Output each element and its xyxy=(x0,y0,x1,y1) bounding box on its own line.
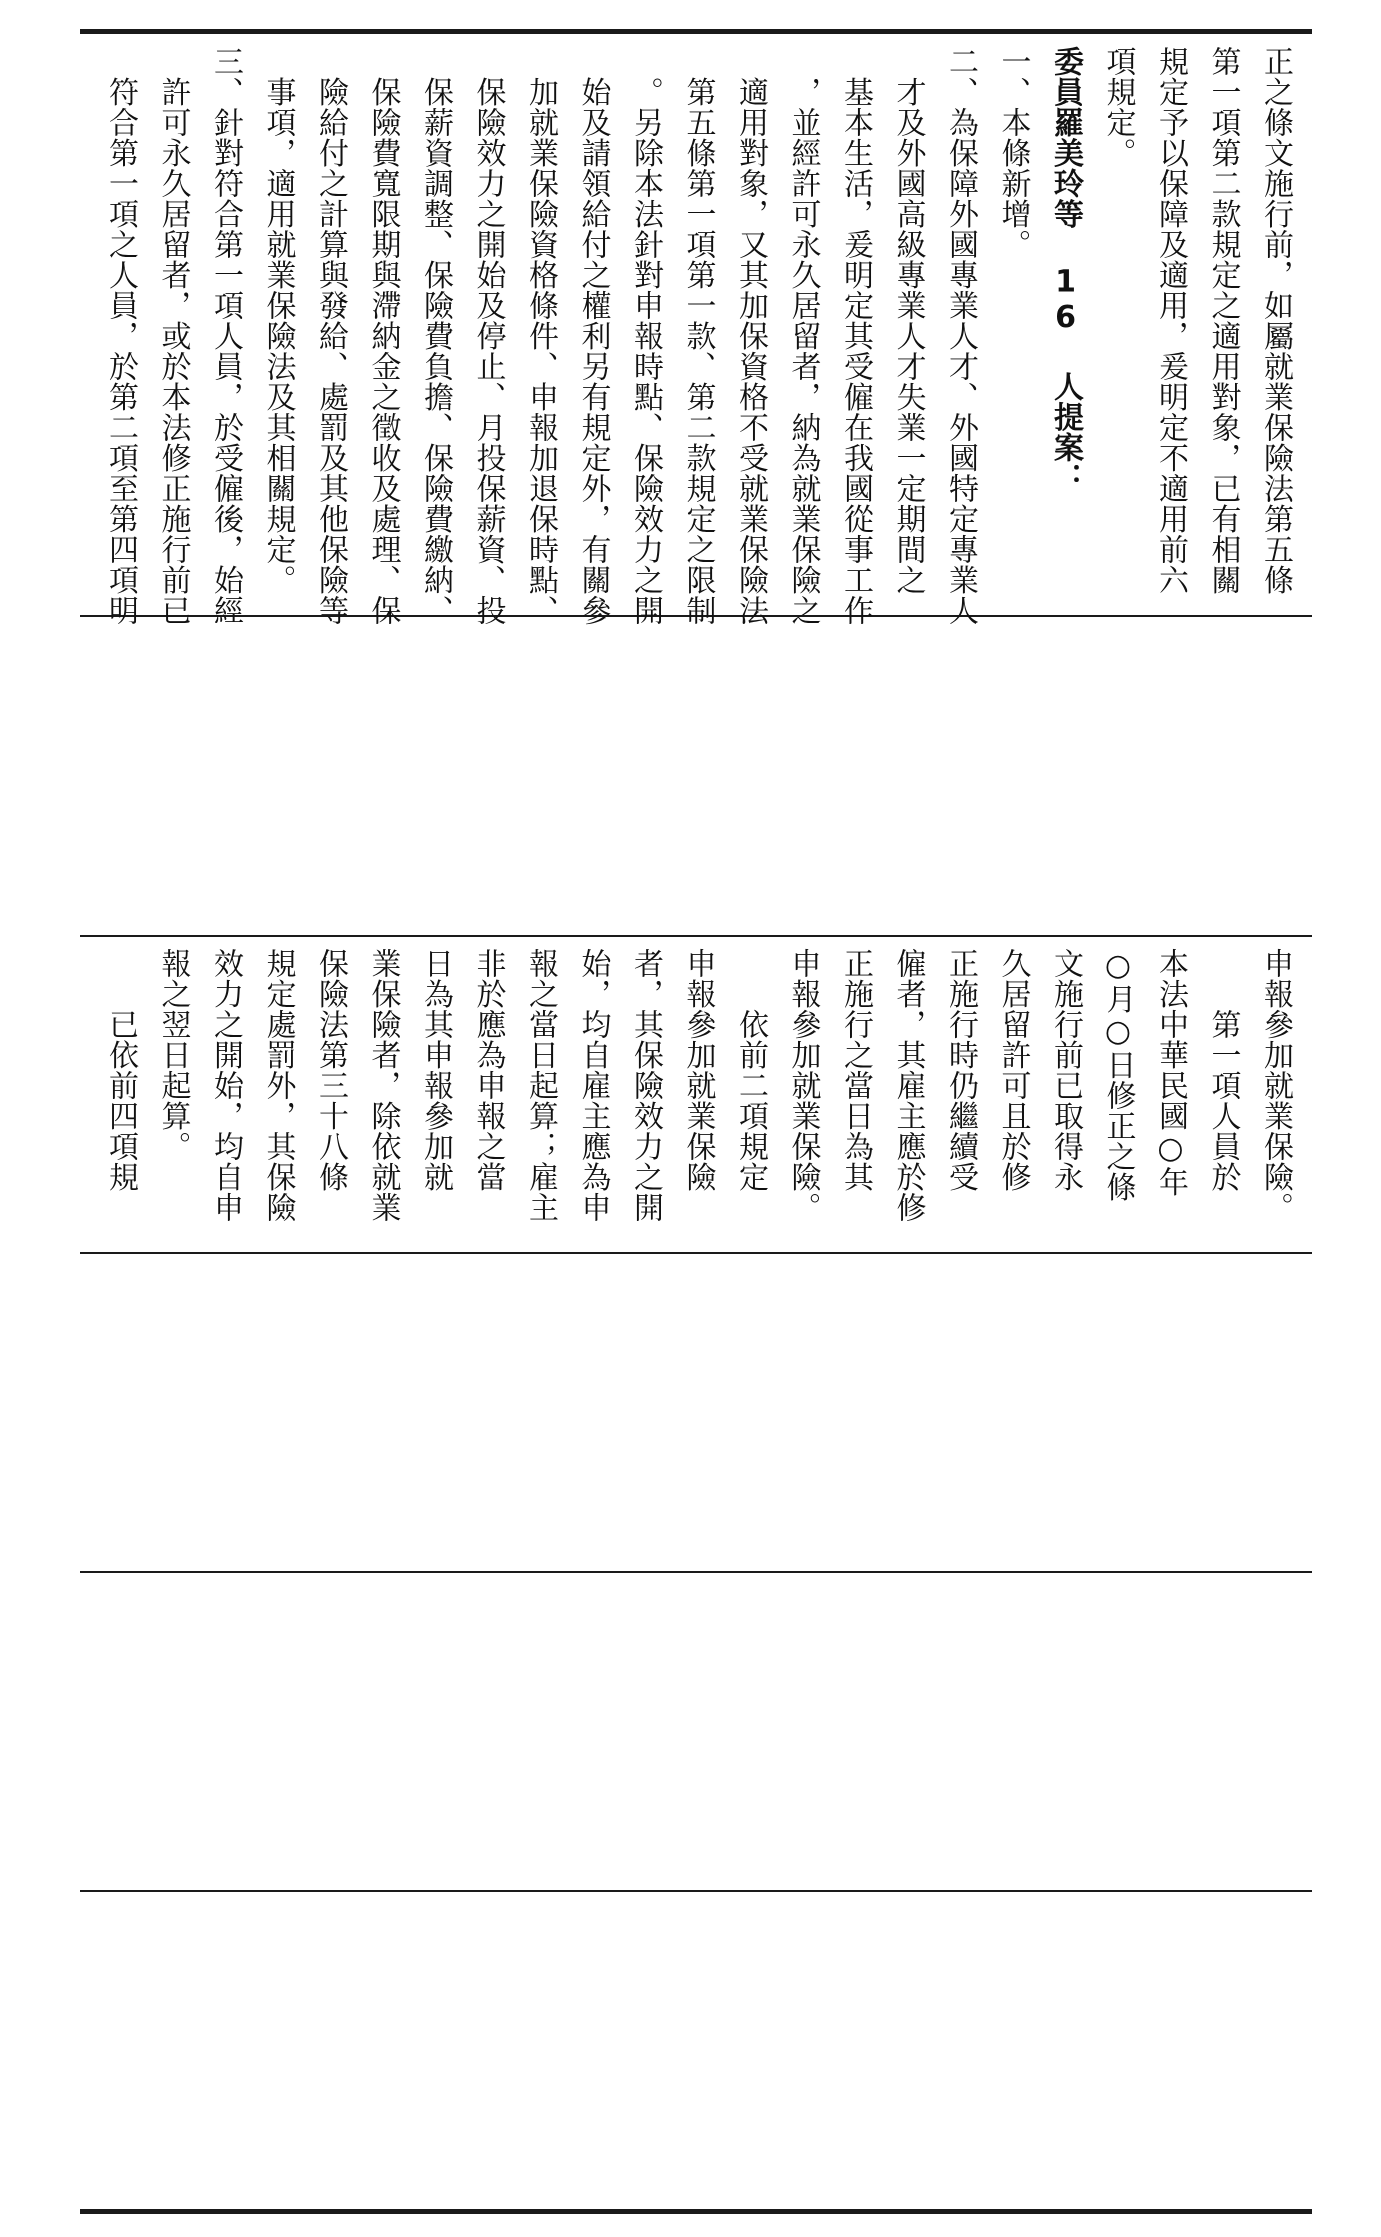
text-column: 規定處罰外，其保險 xyxy=(260,948,296,1223)
text-column: 加就業保險資格條件、申報加退保時點、 xyxy=(523,46,558,626)
text-column: 僱者，其雇主應於修 xyxy=(890,948,926,1223)
text-column: 。另除本法針對申報時點、保險效力之開 xyxy=(628,46,663,626)
text-column: 險給付之計算與發給、處罰及其他保險等 xyxy=(313,46,348,626)
text-column: 正施行之當日為其 xyxy=(838,948,873,1192)
explanation-text-block xyxy=(94,46,1302,626)
text-column: 許可永久居留者，或於本法修正施行前已 xyxy=(155,46,191,626)
text-column: 三、針對符合第一項人員，於受僱後，始經 xyxy=(208,46,243,626)
text-column: 符合第一項之人員，於第二項至第四項明 xyxy=(103,46,138,626)
text-column: 報之翌日起算。 xyxy=(155,948,191,1162)
text-column: 非於應為申報之當 xyxy=(470,948,506,1192)
table-divider xyxy=(80,1252,1312,1254)
text-column: 久居留許可且於修 xyxy=(995,948,1031,1192)
text-column: 項規定。 xyxy=(1100,46,1136,168)
text-column: 始，均自雇主應為申 xyxy=(575,948,611,1223)
text-column: 報之當日起算；雇主 xyxy=(523,948,558,1223)
text-column: 二、為保障外國專業人才、外國特定專業人 xyxy=(943,46,978,626)
text-column: 保薪資調整、保險費負擔、保險費繳納、 xyxy=(418,46,453,626)
article-text-block xyxy=(94,948,1302,1248)
text-column: 規定予以保障及適用，爰明定不適用前六 xyxy=(1153,46,1188,595)
text-column: 業保險者，除依就業 xyxy=(365,948,401,1223)
table-divider xyxy=(80,935,1312,937)
text-column: 效力之開始，均自申 xyxy=(208,948,243,1223)
table-divider xyxy=(80,1571,1312,1573)
text-column: 第五條第一項第一款、第二款規定之限制 xyxy=(680,46,716,626)
text-column: 第一項第二款規定之適用對象，已有相關 xyxy=(1205,46,1241,595)
text-column: 本法中華民國○年 xyxy=(1153,948,1188,1197)
text-column: 依前二項規定 xyxy=(733,948,768,1192)
top-border xyxy=(80,29,1312,34)
text-column: 一、本條新增。 xyxy=(995,46,1031,260)
text-column: 日為其申報參加就 xyxy=(418,948,453,1192)
text-column: 委員羅美玲等 16 人提案： xyxy=(1048,46,1083,493)
text-column: 第一項人員於 xyxy=(1205,948,1241,1192)
bottom-border xyxy=(80,2209,1312,2214)
text-column: 申報參加就業保險。 xyxy=(1258,948,1293,1223)
text-column: 始及請領給付之權利另有規定外，有關參 xyxy=(575,46,611,626)
text-column: 者，其保險效力之開 xyxy=(628,948,663,1223)
text-column: 適用對象，又其加保資格不受就業保險法 xyxy=(733,46,768,626)
text-column: 才及外國高級專業人才失業一定期間之 xyxy=(890,46,926,595)
text-column: 保險費寬限期與滯納金之徵收及處理、保 xyxy=(365,46,401,626)
text-column: 保險法第三十八條 xyxy=(313,948,348,1192)
text-column: 事項，適用就業保險法及其相關規定。 xyxy=(260,46,296,595)
text-column: 申報參加就業保險 xyxy=(680,948,716,1192)
text-column: 申報參加就業保險。 xyxy=(785,948,821,1223)
text-column: 正施行時仍繼續受 xyxy=(943,948,978,1192)
text-column: ○月○日修正之條 xyxy=(1100,948,1136,1202)
text-column: 文施行前已取得永 xyxy=(1048,948,1083,1192)
text-column: ，並經許可永久居留者，納為就業保險之 xyxy=(785,46,821,626)
text-column: 基本生活，爰明定其受僱在我國從事工作 xyxy=(838,46,873,626)
table-divider xyxy=(80,1890,1312,1892)
text-column: 保險效力之開始及停止、月投保薪資、投 xyxy=(470,46,506,626)
text-column: 已依前四項規 xyxy=(103,948,138,1192)
text-column: 正之條文施行前，如屬就業保險法第五條 xyxy=(1258,46,1293,595)
